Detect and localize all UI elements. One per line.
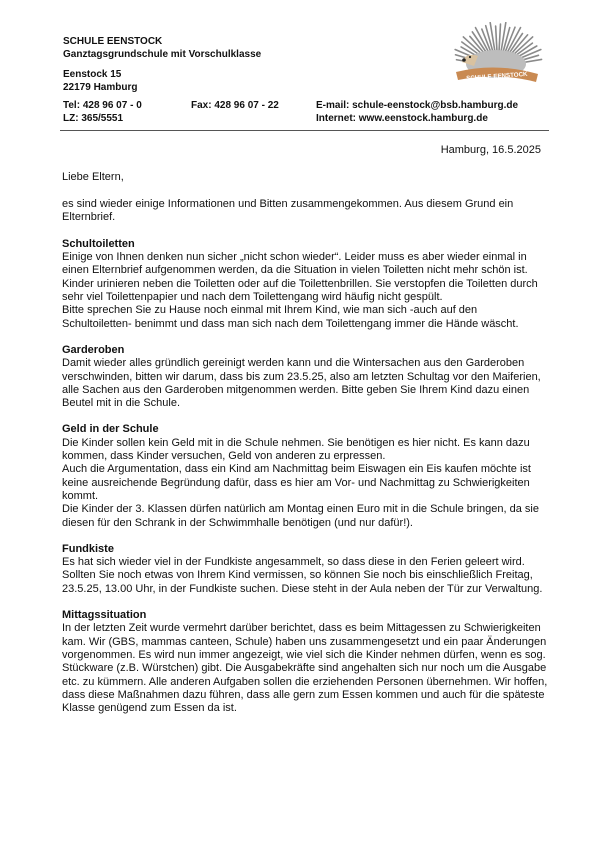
lz-code: LZ: 365/5551: [63, 113, 124, 124]
letter-date: Hamburg, 16.5.2025: [440, 144, 541, 156]
phone-number: Tel: 428 96 07 - 0: [63, 100, 142, 111]
section-paragraph: Die Kinder sollen kein Geld mit in die Schule nehmen. Sie benötigen es hier nicht. Es kann dazu kommen, dass Kinder versuchen, Geld von anderen zu erpressen.: [62, 436, 530, 463]
intro-paragraph: es sind wieder einige Informationen und Bitten zusammengekommen. Aus diesem Grund ein Elternbrief.: [62, 197, 514, 224]
hedgehog-icon: [448, 22, 543, 88]
header-divider: [60, 130, 549, 131]
section-title-schultoiletten: Schultoiletten: [62, 237, 135, 250]
letter-body: [62, 171, 548, 715]
school-logo: [448, 22, 543, 88]
section-title-fundkiste: Fundkiste: [62, 542, 114, 555]
section-paragraph: Damit wieder alles gründlich gereinigt werden kann und die Wintersachen aus den Garderoben verschwinden, bitten wir darum, dass bis zum 23.5.25, also am letzten Schultag vor den Maiferien, alle Sachen aus den Garderoben mitgenommen werden. Bitte geben Sie Ihrem Kind dazu einen Beutel mit in die Schule.: [62, 357, 541, 410]
section-paragraph: Auch die Argumentation, dass ein Kind am Nachmittag beim Eiswagen ein Eis kaufen möchte ist keine ausreichende Begründung dafür, dass es hier am Vor- und Nachmittag zu Schwierigkeiten kommt.: [62, 463, 531, 502]
website-address: Internet: www.eenstock.hamburg.de: [316, 113, 488, 124]
fax-number: Fax: 428 96 07 - 22: [191, 100, 279, 111]
section-paragraph: Die Kinder der 3. Klassen dürfen natürlich am Montag einen Euro mit in die Schule bringen, da sie diesen für den Schrank in der Schwimmhalle benötigen (und nur dafür!).: [62, 503, 539, 529]
section-title-mittagssituation: Mittagssituation: [62, 609, 147, 622]
school-name: SCHULE EENSTOCK: [63, 36, 163, 47]
hedgehog-spike: [499, 24, 501, 54]
section-title-geld: Geld in der Schule: [62, 423, 159, 436]
section-title-garderoben: Garderoben: [62, 343, 125, 356]
school-subtitle: Ganztagsgrundschule mit Vorschulklasse: [63, 49, 262, 60]
address-city: 22179 Hamburg: [63, 82, 138, 93]
section-paragraph: Bitte sprechen Sie zu Hause noch einmal mit Ihrem Kind, wie man sich -auch auf den Schultoiletten- benimmt und dass man sich nach dem Toilettengang immer die Hände wäscht.: [62, 304, 519, 330]
hedgehog-spike: [496, 26, 497, 54]
section-paragraph: Einige von Ihnen denken nun sicher „nicht schon wieder“. Leider muss es aber wieder einmal in einen Elternbrief aufgenommen werden, da die Situation in vielen Toiletten nicht mehr schön ist.: [62, 251, 528, 277]
section-paragraph: In der letzten Zeit wurde vermehrt darüber berichtet, dass es beim Mittagessen zu Schwierigkeiten kam. Wir (GBS, mammas canteen, Schule) haben uns zusammengesetzt und ein paar Änderungen vorgenommen. Es wird nun immer angezeigt, wie viel sich die Kinder nehmen dürfen, wenn es sog. Stückware (z.B. Würstchen) gibt. Die Ausgabekräfte sind angehalten sich nur noch um die Ausgabe etc. zu kümmern. Alle anderen Aufgaben sollen die erziehenden Personen übernehmen. Wir hoffen, dass diese Maßnahmen dazu führen, dass alle gern zum Essen kommen und auch für die späteste Klasse genügend zum Essen da ist.: [62, 622, 548, 715]
section-paragraph: Kinder urinieren neben die Toiletten oder auf die Toilettenbrillen. Sie verstopfen die Toiletten durch sehr viel Toilettenpapier und nach dem Toilettengang wird häufig nicht gespült.: [62, 277, 538, 304]
address-street: Eenstock 15: [63, 69, 122, 80]
logo-banner-text: SCHULE EENSTOCK: [466, 70, 528, 83]
email-address: E-mail: schule-eenstock@bsb.hamburg.de: [316, 100, 519, 111]
greeting: Liebe Eltern,: [62, 171, 124, 183]
section-paragraph: Es hat sich wieder viel in der Fundkiste angesammelt, so dass diese in den Ferien geleert wird. Sollten Sie noch etwas von Ihrem Kind vermissen, so können Sie noch bis einschließlich Freitag, 23.5.25, 13.00 Uhr, in der Fundkiste suchen. Diese steht in der Aula neben der Tür zur Verwaltung.: [62, 556, 543, 595]
